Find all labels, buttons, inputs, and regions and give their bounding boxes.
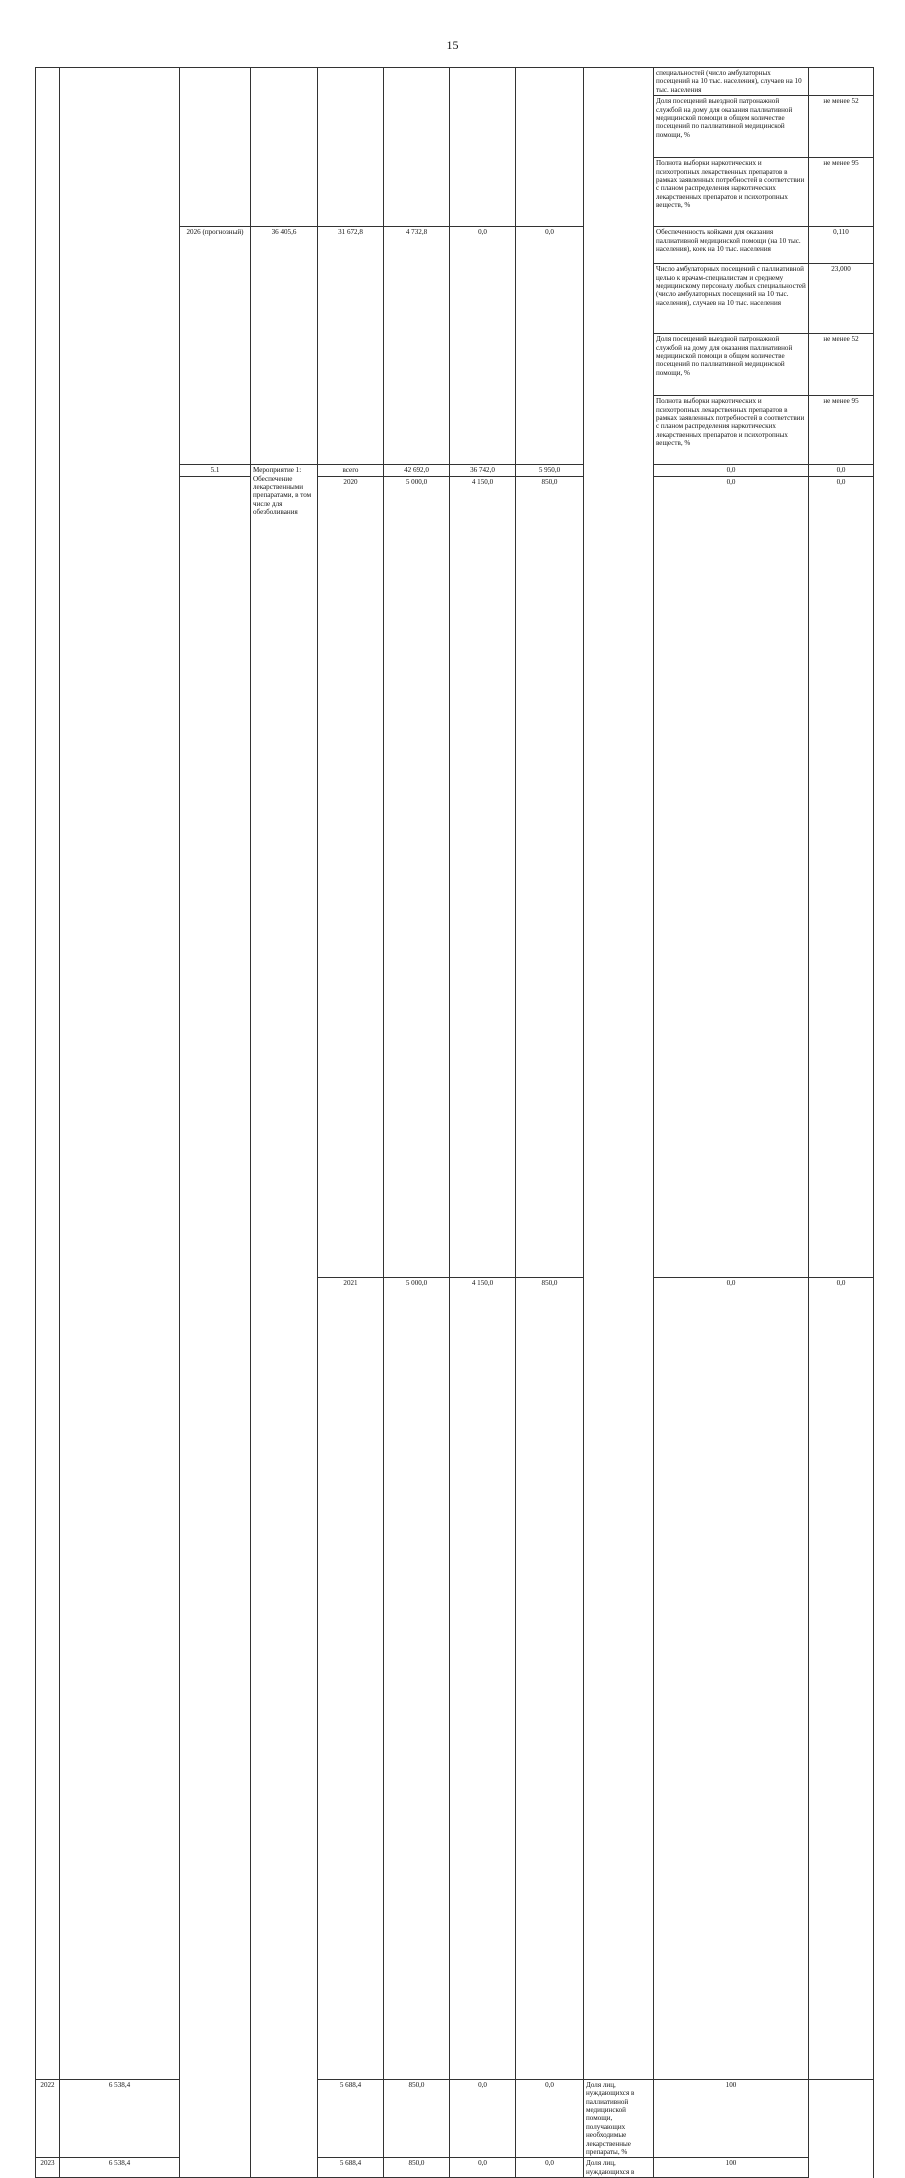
year-cell: 2023: [36, 2158, 60, 2178]
indicator-text: Доля лиц, нуждающихся в: [584, 2158, 654, 2178]
local-cell: 0,0: [450, 227, 516, 465]
federal-cell: 4 150,0: [450, 476, 516, 1278]
other-cell: 0,0: [516, 2079, 584, 2158]
indicator-text: Полнота выборки наркотических и психотропных лекарственных препаратов в рамках заявленных потребностей в соответствии с планом распределения наркотических лекарственных препаратов и психотропных веществ, %: [654, 396, 809, 465]
indicator-text: Полнота выборки наркотических и психотропных лекарственных препаратов в рамках заявленных потребностей в соответствии с планом распределения наркотических лекарственных препаратов и психотропных веществ, %: [654, 158, 809, 227]
indicator-value: не менее 52: [809, 96, 874, 158]
indicator-value: 23,000: [809, 264, 874, 334]
num-cell-empty: [36, 68, 60, 2080]
other-cell: 0,0: [809, 476, 874, 1278]
other-cell: 0,0: [809, 465, 874, 476]
regional-cell: 850,0: [516, 1278, 584, 2080]
page-number: 15: [446, 38, 459, 52]
federal-cell: 4 150,0: [450, 1278, 516, 2080]
year-cell: всего: [318, 465, 384, 476]
regional-cell: 5 950,0: [516, 465, 584, 476]
total-cell: 42 692,0: [384, 465, 450, 476]
total-cell: 36 405,6: [251, 227, 318, 465]
local-cell: 0,0: [450, 2158, 516, 2178]
year-cell: 2021: [318, 1278, 384, 2080]
indicator-text: Доля посещений выездной патронажной службой на дому для оказания паллиативной медицинской помощи в общем количестве посещений по паллиативной медицинской помощи, %: [654, 334, 809, 396]
federal-cell: 5 688,4: [318, 2158, 384, 2178]
indicator-value: [809, 68, 874, 96]
year-cell-empty: [180, 68, 251, 227]
total-cell: 6 538,4: [60, 2079, 180, 2158]
indicator-value: не менее 52: [809, 334, 874, 396]
measure-number-empty: [180, 476, 251, 2178]
total-cell: 6 538,4: [60, 2158, 180, 2178]
federal-cell: 36 742,0: [450, 465, 516, 476]
other-cell: 0,0: [516, 2158, 584, 2178]
total-cell: 5 000,0: [384, 476, 450, 1278]
other-cell: 0,0: [809, 1278, 874, 2080]
indicator-value: 100: [654, 2158, 809, 2178]
local-cell: 0,0: [654, 465, 809, 476]
total-cell: 5 000,0: [384, 1278, 450, 2080]
executor-cell-empty: [584, 68, 654, 2080]
indicator-value: не менее 95: [809, 396, 874, 465]
local-cell: 0,0: [654, 1278, 809, 2080]
year-cell: 2022: [36, 2079, 60, 2158]
regional-cell: 4 732,8: [384, 227, 450, 465]
local-cell: 0,0: [450, 2079, 516, 2158]
regional-cell: 850,0: [384, 2079, 450, 2158]
indicator-value: 100: [654, 2079, 809, 2158]
federal-cell: 5 688,4: [318, 2079, 384, 2158]
indicator-text: специальностей (число амбулаторных посещений на 10 тыс. населения), случаев на 10 тыс. населения: [654, 68, 809, 96]
indicator-value: не менее 95: [809, 158, 874, 227]
indicator-value: 0,110: [809, 227, 874, 264]
measure-name: Мероприятие 1: Обеспечение лекарственными препаратами, в том числе для обезболивания: [251, 465, 318, 2178]
other-cell: 0,0: [516, 227, 584, 465]
year-cell: 2020: [318, 476, 384, 1278]
local-cell: 0,0: [654, 476, 809, 1278]
indicator-text: Доля посещений выездной патронажной службой на дому для оказания паллиативной медицинской помощи в общем количестве посещений по паллиативной медицинской помощи, %: [654, 96, 809, 158]
regional-cell: 850,0: [516, 476, 584, 1278]
measure-number: 5.1: [180, 465, 251, 476]
regional-cell: 850,0: [384, 2158, 450, 2178]
year-cell: 2026 (прогнозный): [180, 227, 251, 465]
indicator-text: Число амбулаторных посещений с паллиативной целью к врачам-специалистам и среднему медицинскому персоналу любых специальностей (число амбулаторных посещений на 10 тыс. населения), случаев на 10 тыс. населения: [654, 264, 809, 334]
name-cell-empty: [60, 68, 180, 2080]
indicator-text: Обеспеченность койками для оказания паллиативной медицинской помощи (на 10 тыс. населения), коек на 10 тыс. населения: [654, 227, 809, 264]
indicator-text: Доля лиц, нуждающихся в паллиативной медицинской помощи, получающих необходимые лекарственные препараты, %: [584, 2079, 654, 2158]
federal-cell: 31 672,8: [318, 227, 384, 465]
program-table: [35, 67, 874, 2178]
